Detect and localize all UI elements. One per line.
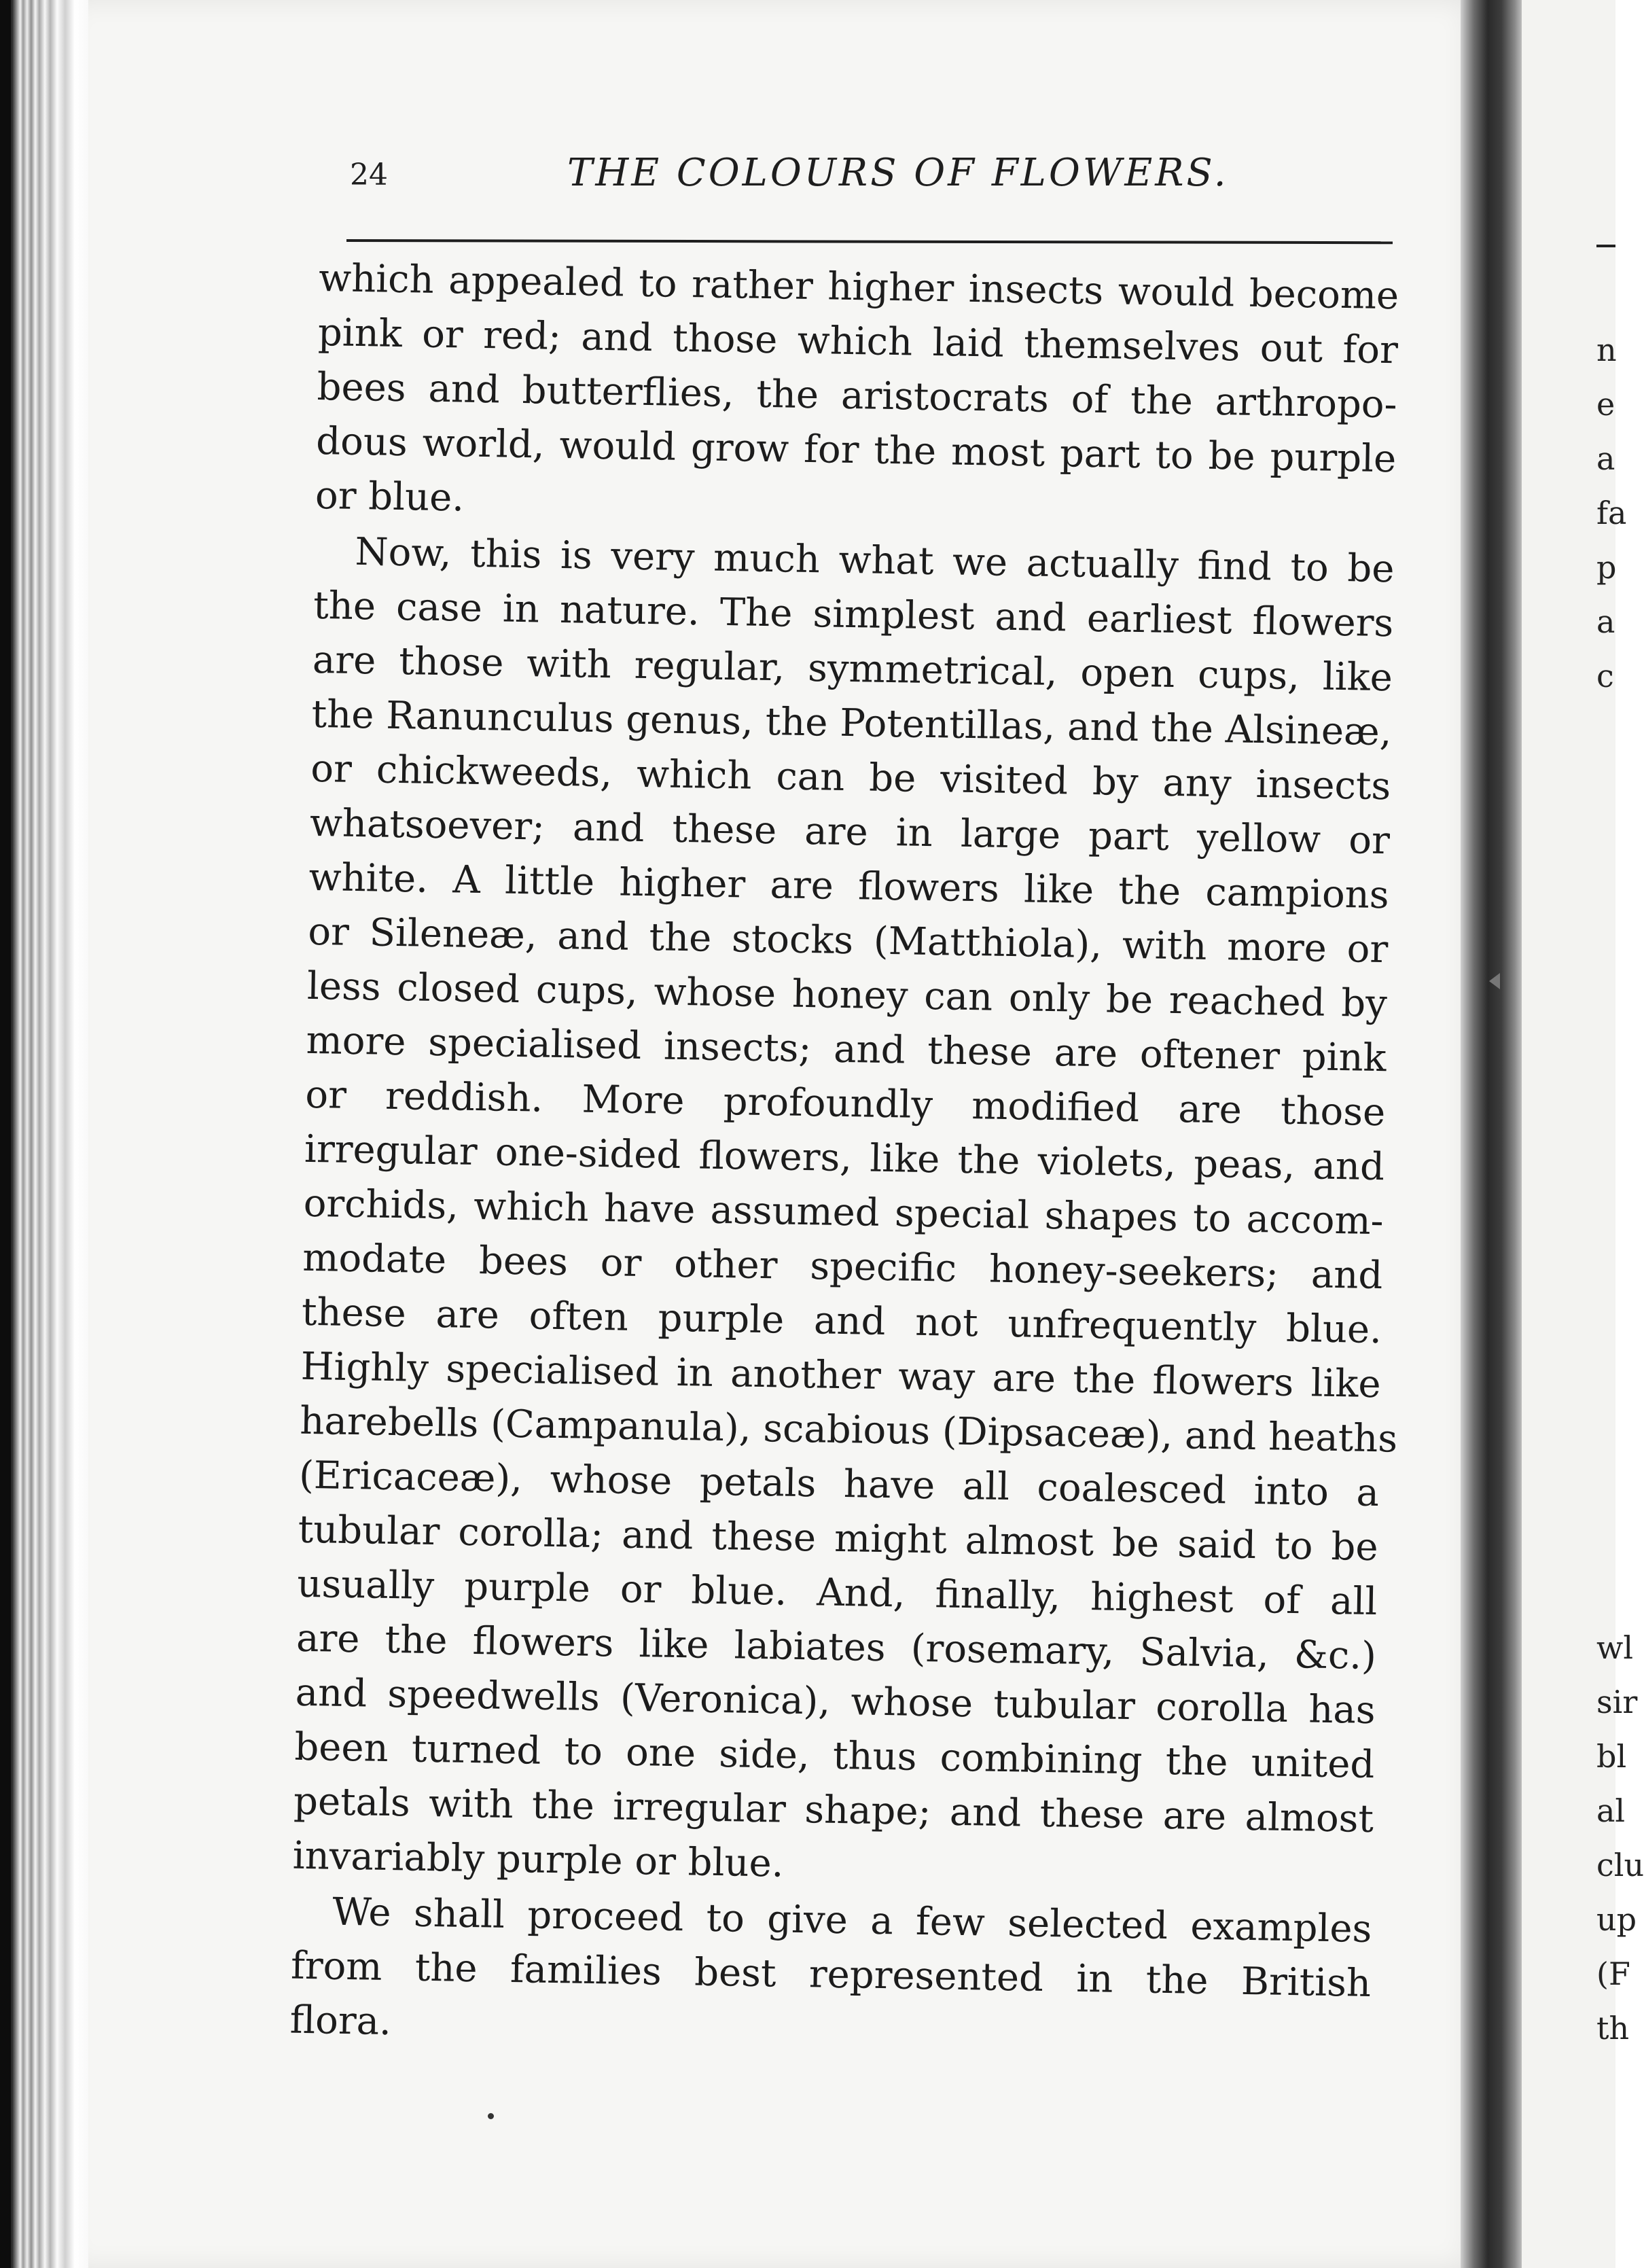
running-header: THE COLOURS OF FLOWERS. <box>567 151 1229 195</box>
ink-speck <box>488 2113 494 2119</box>
facing-page-fragment: e <box>1596 386 1615 423</box>
facing-page-fragment: th <box>1596 2010 1630 2046</box>
text-line: petals with the irregular shape; and these are almost <box>293 1779 1374 1842</box>
facing-page-header-rule <box>1596 245 1615 247</box>
text-line: flora. <box>289 1998 392 2044</box>
text-line: the Ranunculus genus, the Potentillas, and the Alsineæ, <box>311 692 1393 755</box>
text-line: whatsoever; and these are in large part yellow or <box>309 800 1391 864</box>
margin-arrow-mark <box>1489 973 1500 989</box>
facing-page-fragment: bl <box>1596 1738 1627 1775</box>
facing-page-fragment: wl <box>1596 1629 1634 1666</box>
text-line: Now, this is very much what we actually find to be <box>355 529 1395 592</box>
text-line: the case in nature. The simplest and earliest flowers <box>312 583 1394 646</box>
text-line: We shall proceed to give a few selected examples <box>332 1890 1372 1952</box>
text-line: from the families best represented in the British <box>290 1943 1372 2006</box>
text-line: dous world, would grow for the most part to be purple <box>315 419 1397 482</box>
facing-page-fragment: a <box>1596 440 1615 477</box>
text-line: or blue. <box>315 473 465 520</box>
book-page-edges <box>0 0 102 2268</box>
facing-page-fragment: clu <box>1596 1847 1644 1883</box>
text-line: these are often purple and not unfrequently blue. <box>301 1290 1382 1353</box>
text-line: or reddish. More profoundly modified are those <box>304 1072 1386 1135</box>
text-line: harebells (Campanula), scabious (Dipsaceæ), and heaths <box>299 1398 1398 1461</box>
text-line: and speedwells (Veronica), whose tubular corolla has <box>295 1670 1376 1733</box>
body-text <box>289 251 1399 2066</box>
facing-page-fragment: sir <box>1596 1684 1638 1720</box>
facing-page-fragment: al <box>1596 1792 1626 1829</box>
text-line: white. A little higher are flowers like the campions <box>308 855 1390 918</box>
text-line: orchids, which have assumed special shapes to accom- <box>303 1181 1384 1244</box>
text-line: tubular corolla; and these might almost be said to be <box>298 1507 1379 1570</box>
text-line: are the flowers like labiates (rosemary, Salvia, &c.) <box>296 1616 1377 1679</box>
facing-page-fragment: n <box>1596 332 1617 368</box>
facing-page-fragment: up <box>1596 1901 1637 1938</box>
text-line: (Ericaceæ), whose petals have all coalesced into a <box>298 1453 1380 1516</box>
text-line: usually purple or blue. And, finally, highest of all <box>296 1561 1378 1625</box>
text-line: or chickweeds, which can be visited by any insects <box>310 746 1391 809</box>
text-line: invariably purple or blue. <box>292 1833 784 1886</box>
text-line: pink or red; and those which laid themselves out for <box>317 310 1399 373</box>
text-line: are those with regular, symmetrical, open cups, like <box>312 637 1393 701</box>
book-gutter-shadow <box>1461 0 1522 2268</box>
text-line: more specialised insects; and these are oftener pink <box>306 1018 1387 1081</box>
text-line: less closed cups, whose honey can only be reached by <box>306 963 1388 1027</box>
facing-page-fragment: a <box>1596 603 1615 640</box>
facing-page-fragment: fa <box>1596 495 1627 531</box>
facing-page-edge <box>1522 0 1644 2268</box>
text-line: been turned to one side, thus combining the united <box>293 1724 1375 1788</box>
text-line: bees and butterflies, the aristocrats of the arthropo- <box>317 364 1398 427</box>
text-line: Highly specialised in another way are the flowers like <box>300 1344 1382 1407</box>
text-line: or Sileneæ, and the stocks (Matthiola), with more or <box>307 909 1389 972</box>
text-line: modate bees or other specific honey-seekers; and <box>302 1235 1383 1298</box>
facing-page-fragment: p <box>1596 549 1617 586</box>
text-line: irregular one-sided flowers, like the violets, peas, and <box>304 1127 1385 1190</box>
facing-page-fragment: c <box>1596 658 1614 694</box>
page-number: 24 <box>350 158 388 192</box>
facing-page-fragment: (F <box>1596 1955 1630 1992</box>
text-line: which appealed to rather higher insects would become <box>318 255 1399 319</box>
